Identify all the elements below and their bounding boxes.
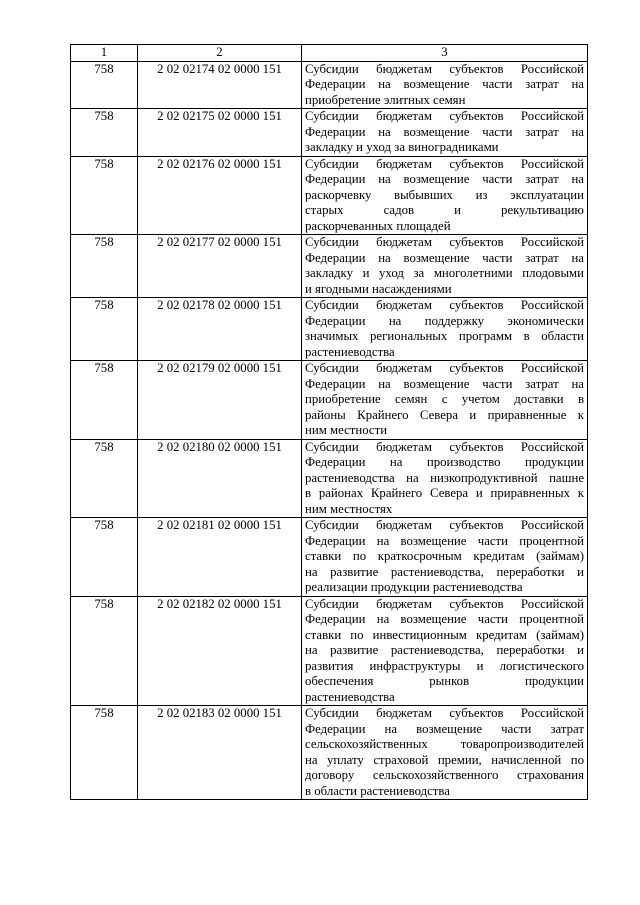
description-line: на уплату страховой премии, начисленной по <box>305 752 584 767</box>
header-col-3: 3 <box>302 45 588 62</box>
admin-code-cell: 758 <box>71 109 138 157</box>
income-description-cell <box>302 109 588 157</box>
admin-code-cell: 758 <box>71 61 138 109</box>
table-body <box>71 61 588 800</box>
income-description-cell <box>302 61 588 109</box>
income-description-cell <box>302 361 588 440</box>
admin-code-cell: 758 <box>71 298 138 361</box>
description-line: растениеводства на низкопродуктивной пашне <box>305 470 584 485</box>
income-description-cell <box>302 439 588 518</box>
description-line: закладку и уход за виноградниками <box>305 140 499 154</box>
admin-code-cell: 758 <box>71 156 138 235</box>
description-line: Субсидии бюджетам субъектов Российской <box>305 439 584 454</box>
admin-code-cell: 758 <box>71 439 138 518</box>
description-line: Федерации на возмещение части затрат на <box>305 376 584 391</box>
description-line: Федерации на возмещение части затрат на <box>305 172 584 186</box>
description-line: Субсидии бюджетам субъектов Российской <box>305 298 584 312</box>
budget-classification-code-cell: 2 02 02174 02 0000 151 <box>138 61 302 109</box>
admin-code-cell: 758 <box>71 596 138 706</box>
table-row <box>71 518 588 597</box>
admin-code-cell: 758 <box>71 518 138 597</box>
description-line: ним местностях <box>305 501 393 516</box>
table-row <box>71 109 588 157</box>
income-description-cell <box>302 596 588 706</box>
table-row <box>71 156 588 235</box>
description-line: растениеводства <box>305 689 395 704</box>
description-line: Федерации на возмещение части процентной <box>305 612 584 626</box>
description-line: Субсидии бюджетам субъектов Российской <box>305 235 584 249</box>
description-line: на развитие растениеводства, переработки и <box>305 643 584 657</box>
description-line: Федерации на производство продукции <box>305 455 584 469</box>
description-line: Субсидии бюджетам субъектов Российской <box>305 518 584 532</box>
description-line: в области растениеводства <box>305 783 450 798</box>
description-line: растениеводства <box>305 344 395 359</box>
income-description-cell <box>302 298 588 361</box>
description-line: Субсидии бюджетам субъектов Российской <box>305 706 584 720</box>
description-line: Федерации на возмещение части затрат на <box>305 77 584 91</box>
table-row <box>71 439 588 518</box>
table-row <box>71 706 588 800</box>
description-line: Федерации на возмещение части затрат на <box>305 124 584 139</box>
table-row <box>71 235 588 298</box>
description-line: ставки по инвестиционным кредитам (займам) <box>305 627 584 642</box>
admin-code-cell: 758 <box>71 361 138 440</box>
description-line: Субсидии бюджетам субъектов Российской <box>305 156 584 171</box>
header-row <box>71 45 588 62</box>
header-col-2: 2 <box>138 45 302 62</box>
table-row <box>71 298 588 361</box>
budget-classification-code-cell: 2 02 02176 02 0000 151 <box>138 156 302 235</box>
description-line: Федерации на возмещение части процентной <box>305 533 584 548</box>
description-line: договору сельскохозяйственного страхования <box>305 768 584 782</box>
description-line: раскорчеванных площадей <box>305 218 451 233</box>
admin-code-cell: 758 <box>71 706 138 800</box>
description-line: в районах Крайнего Севера и приравненных к <box>305 486 584 500</box>
description-line: на развитие растениеводства, переработки и <box>305 564 584 579</box>
budget-classification-code-cell: 2 02 02175 02 0000 151 <box>138 109 302 157</box>
budget-classification-code-cell: 2 02 02180 02 0000 151 <box>138 439 302 518</box>
table-row <box>71 596 588 706</box>
budget-classification-code-cell: 2 02 02182 02 0000 151 <box>138 596 302 706</box>
table-row <box>71 361 588 440</box>
income-description-cell <box>302 235 588 298</box>
description-line: ним местности <box>305 423 388 437</box>
income-description-cell <box>302 156 588 235</box>
description-line: реализации продукции растениеводства <box>305 580 523 594</box>
income-description-cell <box>302 706 588 800</box>
description-line: закладку и уход за многолетними плодовыми <box>305 266 584 280</box>
description-line: Федерации на поддержку экономически <box>305 313 584 328</box>
description-line: обеспечения рынков продукции <box>305 674 584 688</box>
description-line: старых садов и рекультивацию <box>305 203 584 217</box>
description-line: приобретение элитных семян <box>305 92 466 107</box>
budget-classification-code-cell: 2 02 02177 02 0000 151 <box>138 235 302 298</box>
description-line: Федерации на возмещение части затрат на <box>305 250 584 265</box>
description-line: Субсидии бюджетам субъектов Российской <box>305 361 584 375</box>
description-line: развития инфраструктуры и логистического <box>305 658 584 673</box>
description-line: приобретение семян с учетом доставки в <box>305 392 584 406</box>
description-line: Субсидии бюджетам субъектов Российской <box>305 61 584 76</box>
table-row <box>71 61 588 109</box>
income-description-cell <box>302 518 588 597</box>
description-line: и ягодными насаждениями <box>305 281 452 296</box>
budget-code-table <box>70 44 588 800</box>
description-line: сельскохозяйственных товаропроизводителей <box>305 737 584 751</box>
budget-classification-code-cell: 2 02 02179 02 0000 151 <box>138 361 302 440</box>
description-line: районы Крайнего Севера и приравненные к <box>305 407 584 422</box>
description-line: Федерации на возмещение части затрат <box>305 721 584 736</box>
description-line: Субсидии бюджетам субъектов Российской <box>305 109 584 123</box>
budget-classification-code-cell: 2 02 02181 02 0000 151 <box>138 518 302 597</box>
description-line: значимых региональных программ в области <box>305 329 584 343</box>
header-col-1: 1 <box>71 45 138 62</box>
description-line: ставки по краткосрочным кредитам (займам) <box>305 549 584 563</box>
budget-classification-code-cell: 2 02 02183 02 0000 151 <box>138 706 302 800</box>
description-line: раскорчевку выбывших из эксплуатации <box>305 187 584 202</box>
description-line: Субсидии бюджетам субъектов Российской <box>305 596 584 611</box>
admin-code-cell: 758 <box>71 235 138 298</box>
budget-classification-code-cell: 2 02 02178 02 0000 151 <box>138 298 302 361</box>
